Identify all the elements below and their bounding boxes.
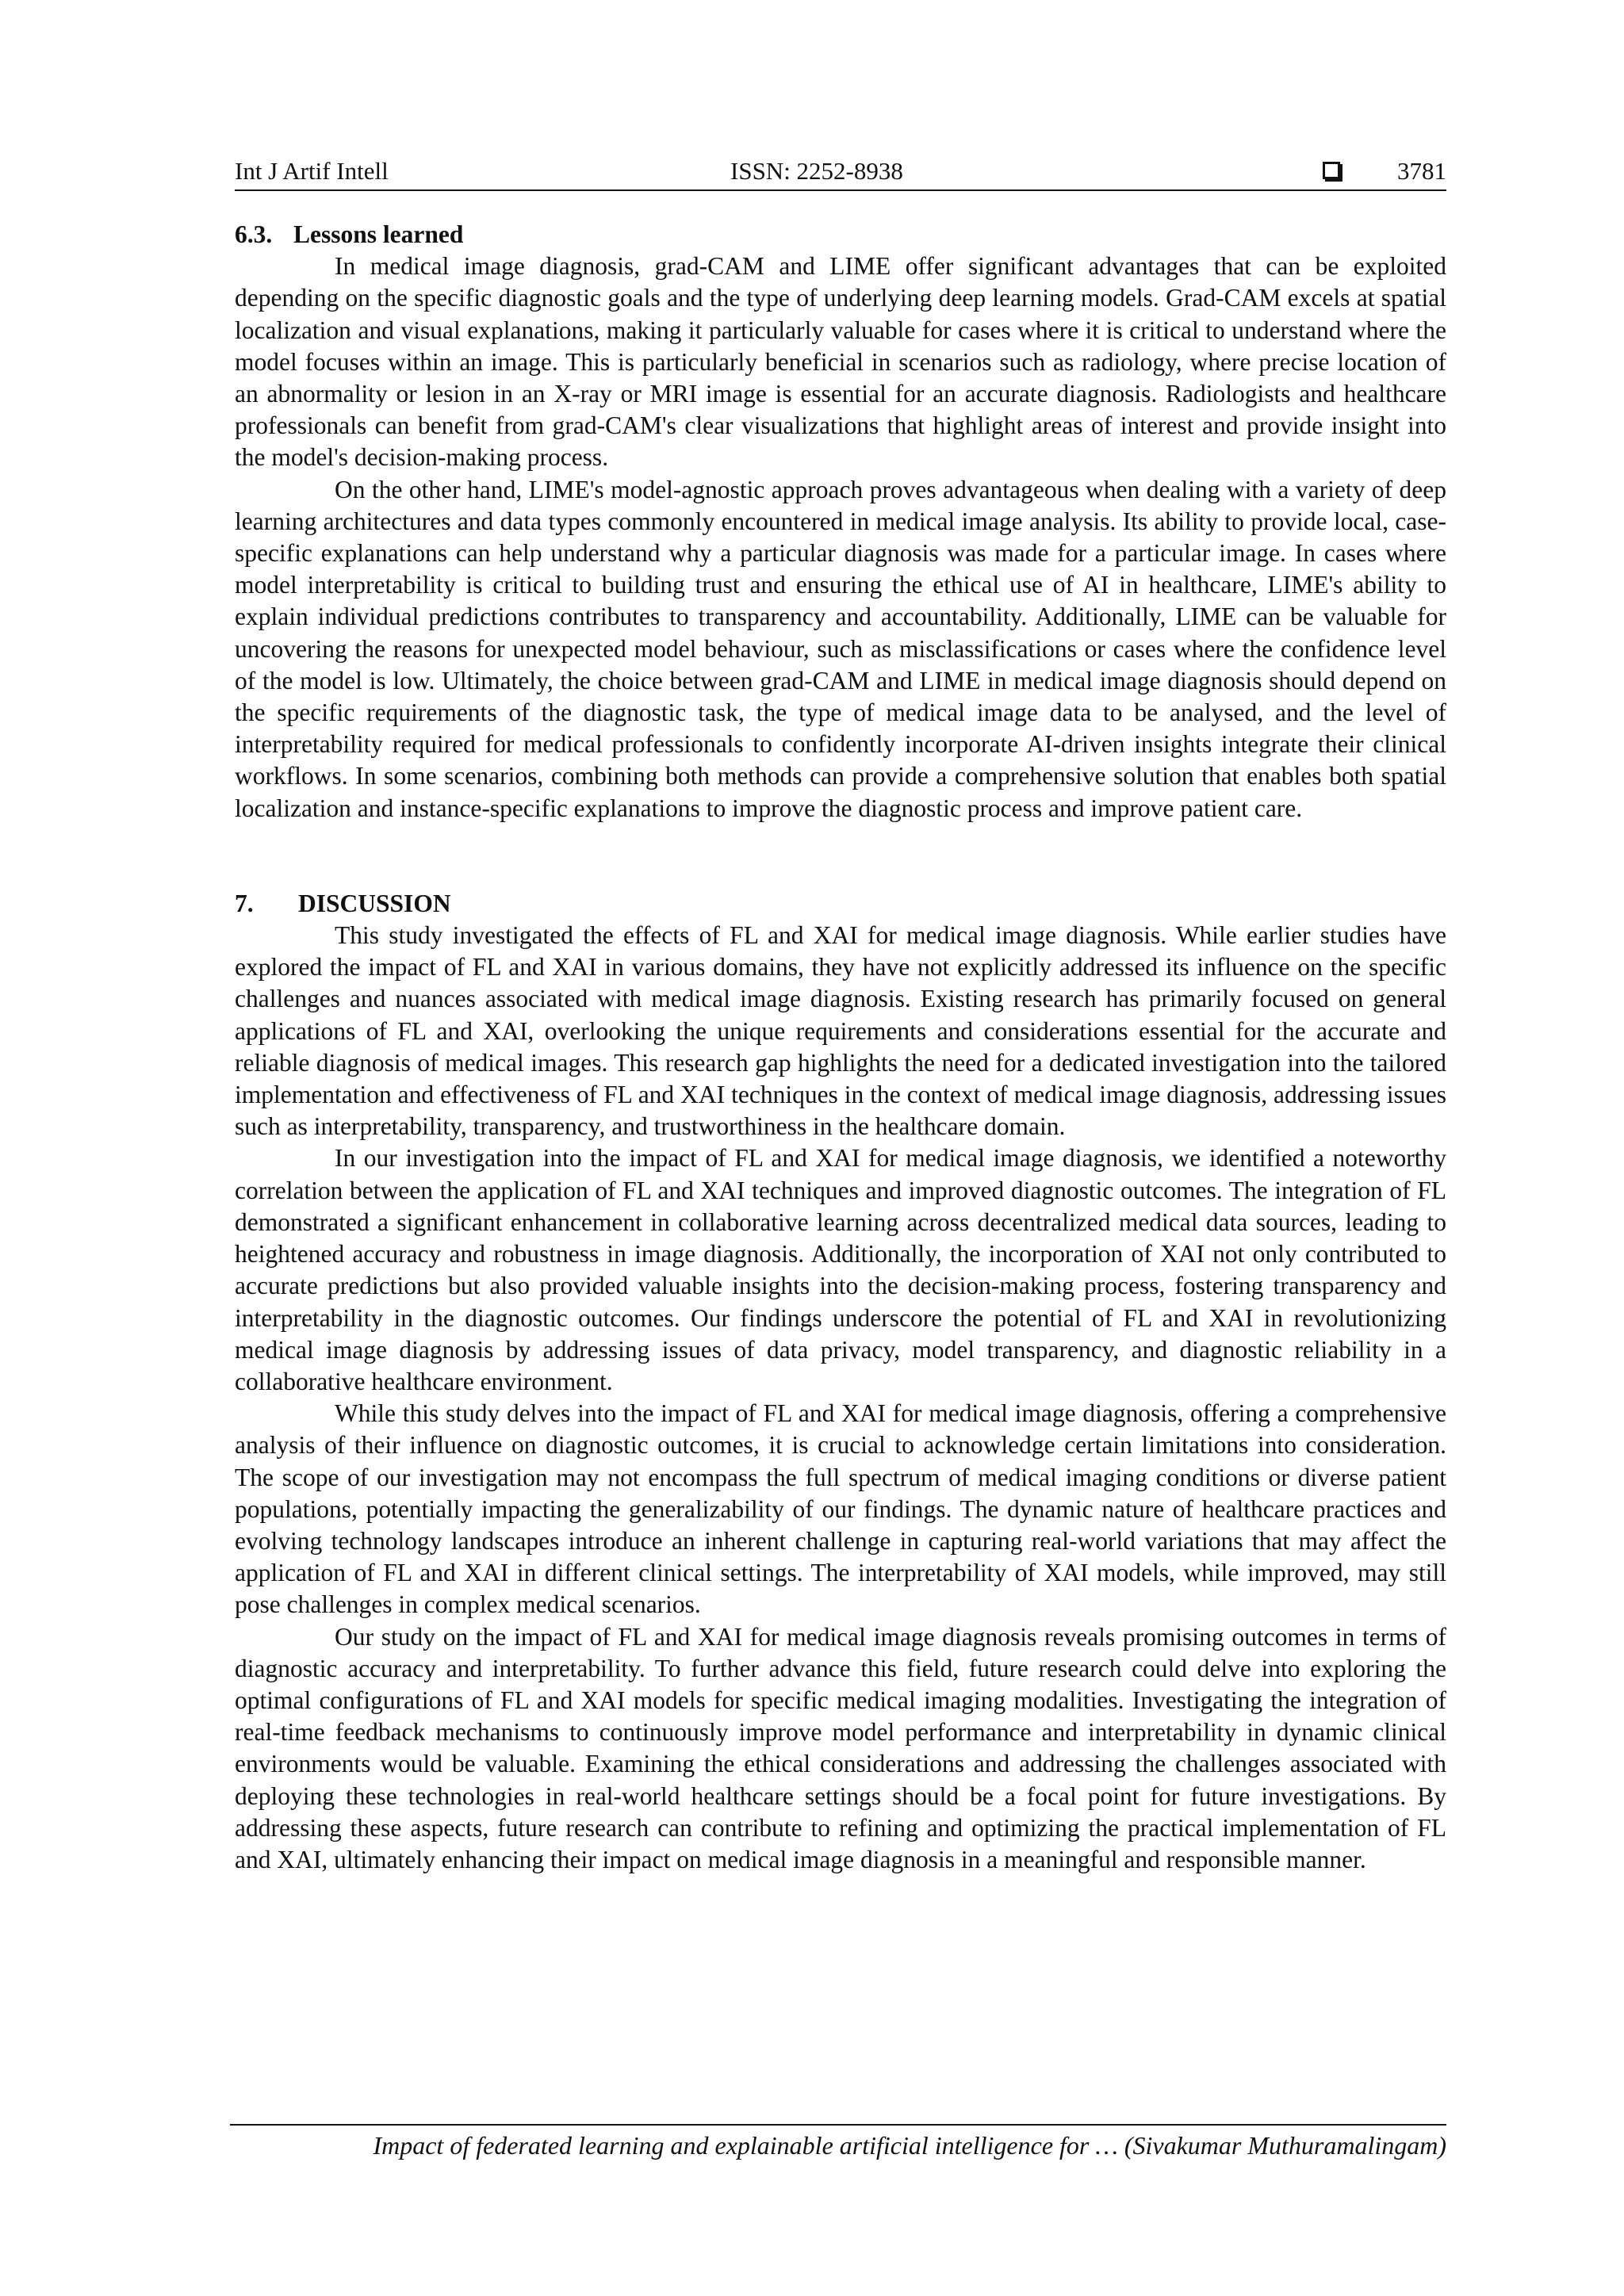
journal-page	[235, 0, 1446, 2296]
body-text	[235, 219, 1446, 1876]
section-heading-7	[235, 888, 1446, 920]
checkbox-glyph-icon	[1323, 162, 1340, 179]
paragraph: In medical image diagnosis, grad-CAM and LIME offer significant advantages that can be exploited depending on the specific diagnostic goals and the type of underlying deep learning models. Grad-CAM excels at spatial localization and visual explanations, making it particularly valuable for cases where it is critical to understand where the model focuses within an image. This is particularly beneficial in scenarios such as radiology, where precise location of an abnormality or lesion in an X-ray or MRI image is essential for an accurate diagnosis. Radiologists and healthcare professionals can benefit from grad-CAM's clear visualizations that highlight areas of interest and provide insight into the model's decision-making process.	[235, 252, 1446, 472]
section-spacer	[235, 825, 1446, 888]
issn-label: ISSN: 2252-8938	[730, 157, 903, 185]
section-title: Lessons learned	[293, 220, 464, 248]
paragraph: In our investigation into the impact of FL and XAI for medical image diagnosis, we identified a noteworthy correlation between the application of FL and XAI techniques and improved diagnostic outcomes. The integration of FL demonstrated a significant enhancement in collaborative learning across decentralized medical data sources, leading to heightened accuracy and robustness in image diagnosis. Additionally, the incorporation of XAI not only contributed to accurate predictions but also provided valuable insights into the decision-making process, fostering transparency and interpretability in the diagnostic outcomes. Our findings underscore the potential of FL and XAI in revolutionizing medical image diagnosis by addressing issues of data privacy, model transparency, and diagnostic reliability in a collaborative healthcare environment.	[235, 1144, 1446, 1395]
journal-name: Int J Artif Intell	[235, 157, 389, 185]
paragraph: On the other hand, LIME's model-agnostic approach proves advantageous when dealing with a variety of deep learning architectures and data types commonly encountered in medical image analysis. Its ability to provide local, case-specific explanations can help understand why a particular diagnosis was made for a particular image. In cases where model interpretability is critical to building trust and ensuring the ethical use of AI in healthcare, LIME's ability to explain individual predictions contributes to transparency and accountability. Additionally, LIME can be valuable for uncovering the reasons for unexpected model behaviour, such as misclassifications or cases where the confidence level of the model is low. Ultimately, the choice between grad-CAM and LIME in medical image diagnosis should depend on the specific requirements of the diagnostic task, the type of medical image data to be analysed, and the level of interpretability required for medical professionals to confidently incorporate AI-driven insights integrate their clinical workflows. In some scenarios, combining both methods can provide a comprehensive solution that enables both spatial localization and instance-specific explanations to improve the diagnostic process and improve patient care.	[235, 475, 1446, 822]
page-number: 3781	[1397, 157, 1446, 185]
footer-divider	[230, 2124, 1446, 2126]
paragraph: This study investigated the effects of FL and XAI for medical image diagnosis. While earlier studies have explored the impact of FL and XAI in various domains, they have not explicitly addressed its influence on the specific challenges and nuances associated with medical image diagnosis. Existing research has primarily focused on general applications of FL and XAI, overlooking the unique requirements and considerations essential for the accurate and reliable diagnosis of medical images. This research gap highlights the need for a dedicated investigation into the tailored implementation and effectiveness of FL and XAI techniques in the context of medical image diagnosis, addressing issues such as interpretability, transparency, and trustworthiness in the healthcare domain.	[235, 921, 1446, 1141]
running-header	[235, 155, 1446, 187]
section-title: DISCUSSION	[298, 889, 451, 917]
running-footer: Impact of federated learning and explainable artificial intelligence for … (Sivakumar Muthuramalingam)	[373, 2131, 1446, 2160]
header-divider	[235, 189, 1446, 191]
paragraph: Our study on the impact of FL and XAI for medical image diagnosis reveals promising outcomes in terms of diagnostic accuracy and interpretability. To further advance this field, future research could delve into exploring the optimal configurations of FL and XAI models for specific medical imaging modalities. Investigating the integration of real-time feedback mechanisms to continuously improve model performance and interpretability in dynamic clinical environments would be valuable. Examining the ethical considerations and addressing the challenges associated with deploying these technologies in real-world healthcare settings should be a focal point for future investigations. By addressing these aspects, future research can contribute to refining and optimizing the practical implementation of FL and XAI, ultimately enhancing their impact on medical image diagnosis in a meaningful and responsible manner.	[235, 1622, 1446, 1873]
section-heading-6-3	[235, 219, 1446, 251]
paragraph: While this study delves into the impact of FL and XAI for medical image diagnosis, offering a comprehensive analysis of their influence on diagnostic outcomes, it is crucial to acknowledge certain limitations into consideration. The scope of our investigation may not encompass the full spectrum of medical imaging conditions or diverse patient populations, potentially impacting the generalizability of our findings. The dynamic nature of healthcare practices and evolving technology landscapes introduce an inherent challenge in capturing real-world variations that may affect the application of FL and XAI in different clinical settings. The interpretability of XAI models, while improved, may still pose challenges in complex medical scenarios.	[235, 1399, 1446, 1619]
section-number: 7.	[235, 889, 254, 917]
section-number: 6.3.	[235, 220, 273, 248]
